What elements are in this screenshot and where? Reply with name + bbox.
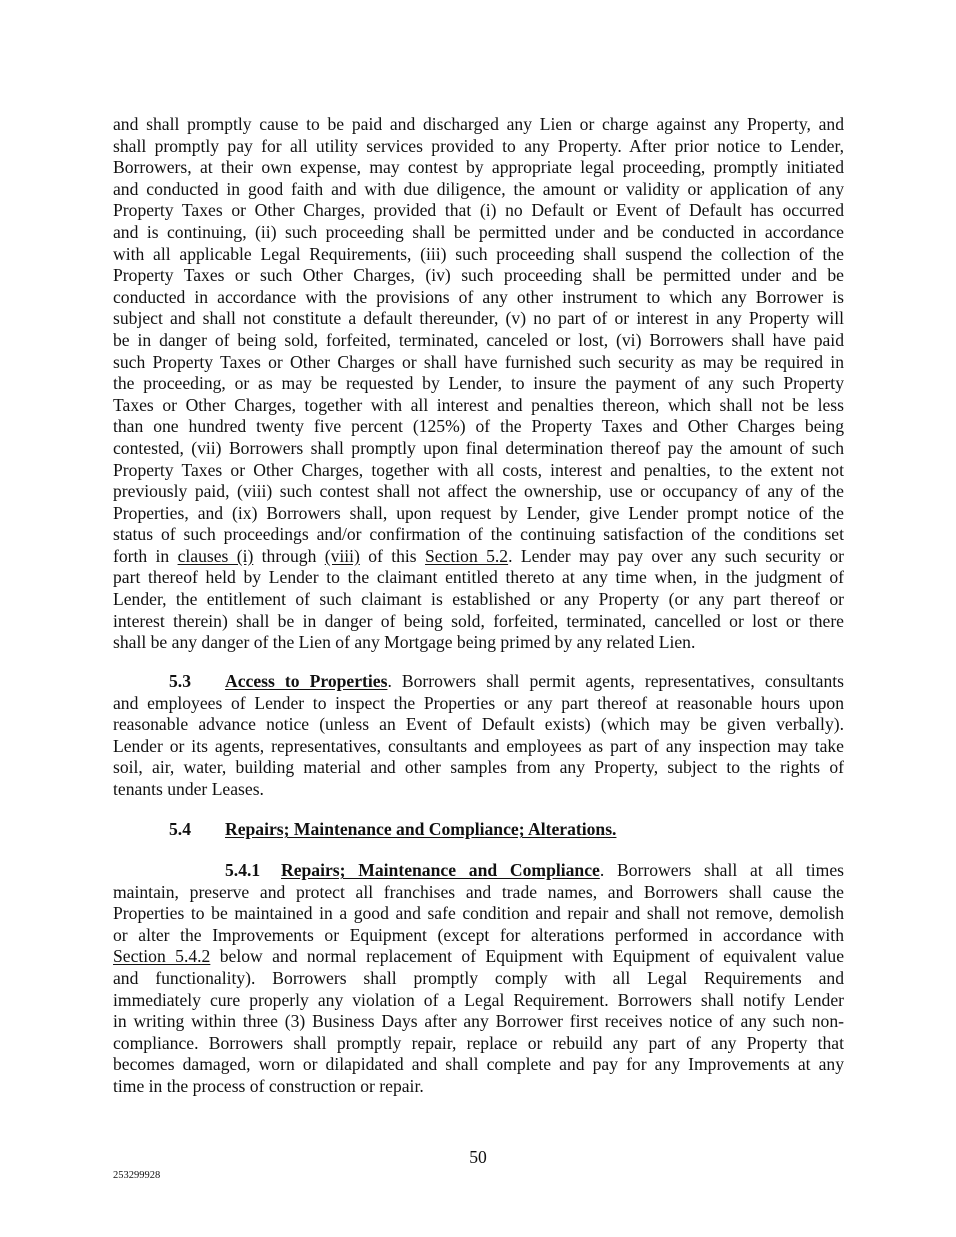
section-number: 5.4.1 xyxy=(225,860,261,880)
section-heading: Access to Properties xyxy=(225,671,388,691)
text-line: Property Taxes or Other Charges, together with all costs, interest and penalties, to the extent not xyxy=(113,459,844,480)
section-number: 5.3 xyxy=(169,671,191,691)
text-line: with all applicable Legal Requirements, (iii) such proceeding shall suspend the collection of the xyxy=(113,243,844,264)
clause-viii-reference: (viii) xyxy=(324,545,360,566)
section-5-4-2-reference: Section 5.4.2 xyxy=(113,946,211,967)
text-line: contested, (vii) Borrowers shall promptly upon final determination thereof pay the amount of such xyxy=(113,437,844,458)
section-number: 5.4 xyxy=(169,819,191,839)
text-line: reasonable advance notice (unless an Event of Default exists) (which may be given verbally). xyxy=(113,714,844,735)
section-5-3-first-line: 5.3 Access to Properties. Borrowers shall permit agents, representatives, consultants xyxy=(169,671,844,691)
text-line: status of such proceedings and/or confirmation of the continuing satisfaction of the conditions set xyxy=(113,524,844,545)
section-5-4-heading xyxy=(113,819,844,841)
text-line: such Property Taxes or Other Charges or shall have furnished such security as may be required in xyxy=(113,351,844,372)
section-5-4-heading-line xyxy=(113,819,844,841)
text-line: interest therein) shall be in danger of being sold, forfeited, terminated, cancelled or lost or there xyxy=(113,610,844,631)
clauses-i-reference: clauses (i) xyxy=(177,545,254,566)
text-line: Borrowers, at their own expense, may contest by appropriate legal proceeding, promptly initiated xyxy=(113,157,844,178)
section-heading: Repairs; Maintenance and Compliance xyxy=(281,860,600,880)
text-line: soil, air, water, building material and other samples from any Property, subject to the rights of xyxy=(113,757,844,778)
text-line: part thereof held by Lender to the claimant entitled thereto at any time when, in the judgment of xyxy=(113,567,844,588)
text-line: and is continuing, (ii) such proceeding shall be permitted under and be conducted in accordance xyxy=(113,221,844,242)
text-line: Taxes or Other Charges, together with all interest and penalties thereon, which shall not be less xyxy=(113,394,844,415)
page-number: 50 xyxy=(469,1147,487,1167)
text-line: in writing within three (3) Business Days after any Borrower first receives notice of any such non- xyxy=(113,1011,844,1032)
text-line: and conducted in good faith and with due diligence, the amount or validity or application of any xyxy=(113,178,844,199)
section-5-2-continuation-paragraph xyxy=(113,114,844,654)
text-line: conducted in accordance with the provisions of any other instrument to which any Borrower is xyxy=(113,286,844,307)
text-line: Property Taxes or Other Charges, provided that (i) no Default or Event of Default has occurred xyxy=(113,200,844,221)
section-5-3-paragraph xyxy=(113,671,844,801)
text-line: shall be any danger of the Lien of any Mortgage being primed by any related Lien. xyxy=(113,632,696,653)
text-line: compliance. Borrowers shall promptly repair, replace or rebuild any part of any Property that xyxy=(113,1032,844,1053)
section-5-4-1-paragraph xyxy=(113,860,844,1098)
text-line: Properties, and (ix) Borrowers shall, upon request by Lender, give Lender prompt notice of the xyxy=(113,502,844,523)
text-line: Lender, the entitlement of such claimant is established or any Property (or any part thereof or xyxy=(113,589,844,610)
text-line: shall promptly pay for all utility services provided to any Property. After prior notice to Lender, xyxy=(113,135,844,156)
text-line: Property Taxes or such Other Charges, (iv) such proceeding shall be permitted under and be xyxy=(113,265,844,286)
text-line: subject and shall not constitute a default thereunder, (v) no part of or interest in any Property will xyxy=(113,308,844,329)
text-line: maintain, preserve and protect all franchises and trade names, and Borrowers shall cause the xyxy=(113,881,844,902)
section-heading: Repairs; Maintenance and Compliance; Alterations. xyxy=(225,819,617,839)
document-id: 253299928 xyxy=(113,1170,161,1181)
text-line: time in the process of construction or repair. xyxy=(113,1075,424,1096)
text-line: and employees of Lender to inspect the Properties or any part thereof at reasonable hours upon xyxy=(113,692,844,713)
text-line: immediately cure properly any violation of a Legal Requirement. Borrowers shall notify Lender xyxy=(113,989,844,1010)
section-5-2-reference: Section 5.2 xyxy=(425,545,509,566)
section-5-4-1-first-line: 5.4.1 Repairs; Maintenance and Compliance. Borrowers shall at all times xyxy=(225,860,844,880)
text-line: and shall promptly cause to be paid and discharged any Lien or charge against any Property, and xyxy=(113,114,844,134)
text-line: or alter the Improvements or Equipment (except for alterations performed in accordance with xyxy=(113,924,844,945)
text-line: be in danger of being sold, forfeited, terminated, canceled or lost, (vi) Borrowers shall have paid xyxy=(113,329,844,350)
text-line: the proceeding, or as may be requested by Lender, to insure the payment of any such Property xyxy=(113,373,844,394)
text-line: becomes damaged, worn or dilapidated and shall complete and pay for any Improvements at any xyxy=(113,1054,844,1075)
text-line: and functionality). Borrowers shall promptly comply with all Legal Requirements and xyxy=(113,967,844,988)
text-line: tenants under Leases. xyxy=(113,778,264,799)
text-line-with-references: forth in clauses (i) through (viii) of this Section 5.2. Lender may pay over any such security or xyxy=(113,545,844,566)
text-line: previously paid, (viii) such contest shall not affect the ownership, use or occupancy of any of the xyxy=(113,481,844,502)
text-line: Properties to be maintained in a good and safe condition and repair and shall not remove, demolish xyxy=(113,903,844,924)
text-line: than one hundred twenty five percent (125%) of the Property Taxes and Other Charges being xyxy=(113,416,844,437)
text-line: Lender or its agents, representatives, consultants and employees as part of any inspection may take xyxy=(113,735,844,756)
text-line-with-reference: Section 5.4.2 below and normal replacement of Equipment with Equipment of equivalent value xyxy=(113,946,845,967)
